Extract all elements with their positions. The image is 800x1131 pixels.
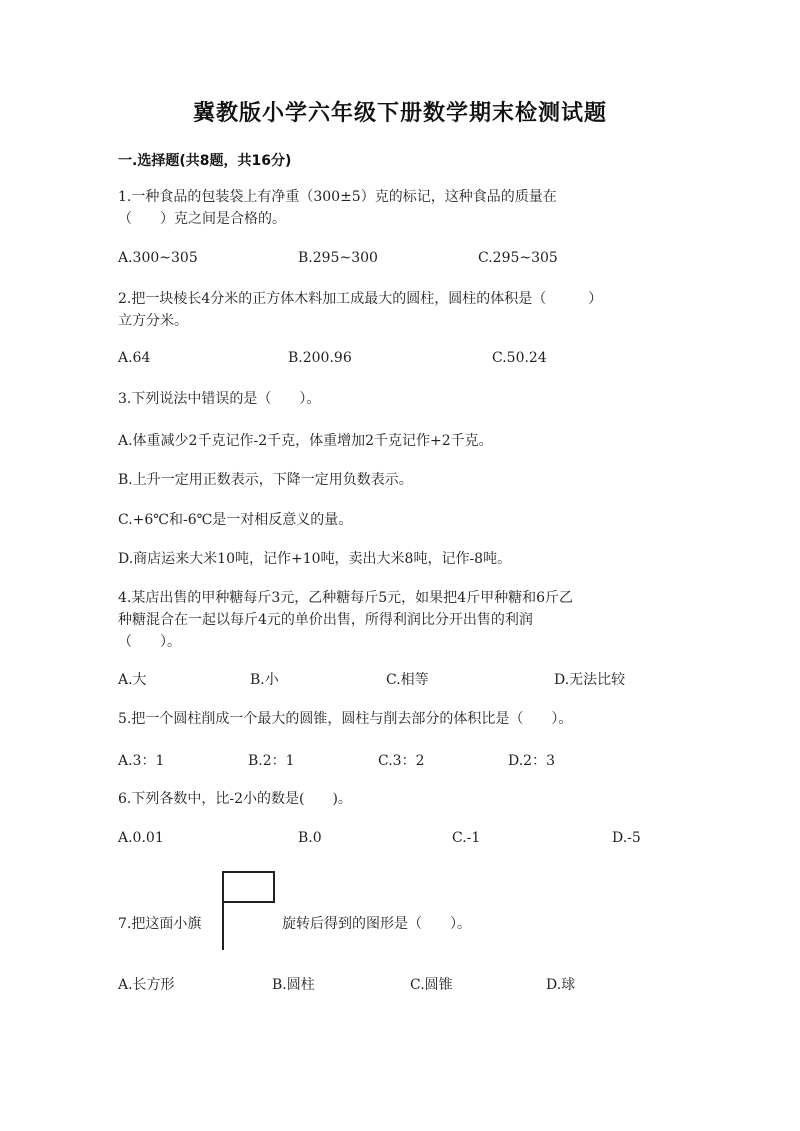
question-6-option-c: C.-1: [452, 830, 481, 846]
question-1-option-c: C.295~305: [478, 250, 558, 266]
question-4-line-2: 种糖混合在一起以每斤4元的单价出售，所得利润比分开出售的利润: [118, 612, 533, 628]
flag-icon: [222, 871, 275, 903]
question-4-option-c: C.相等: [386, 672, 429, 688]
question-6-option-a: A.0.01: [118, 830, 164, 846]
question-5-option-d: D.2：3: [508, 753, 555, 769]
question-5-option-a: A.3：1: [118, 753, 165, 769]
question-2-line-2: 立方分米。: [118, 313, 188, 329]
section-heading: 一.选择题(共8题，共16分): [118, 153, 292, 169]
question-6-option-d: D.-5: [612, 830, 641, 846]
question-7-option-d: D.球: [546, 977, 576, 993]
page-title: 冀教版小学六年级下册数学期末检测试题: [192, 101, 607, 126]
question-7-line-1a: 7.把这面小旗: [118, 916, 202, 932]
flag-pole: [222, 872, 224, 950]
question-7-option-a: A.长方形: [118, 977, 175, 993]
question-3-line-1: 3.下列说法中错误的是（ ）。: [118, 391, 321, 407]
question-3-option-a: A.体重减少2千克记作-2千克，体重增加2千克记作+2千克。: [118, 433, 493, 449]
question-2-option-a: A.64: [118, 350, 151, 366]
question-2-option-c: C.50.24: [492, 350, 547, 366]
question-5-option-c: C.3：2: [378, 753, 425, 769]
question-1-line-1: 1.一种食品的包装袋上有净重（300±5）克的标记，这种食品的质量在: [118, 189, 557, 205]
question-3-option-d: D.商店运来大米10吨，记作+10吨，卖出大米8吨，记作-8吨。: [118, 551, 512, 567]
question-4-option-b: B.小: [250, 672, 279, 688]
question-2-option-b: B.200.96: [288, 350, 352, 366]
question-4-option-a: A.大: [118, 672, 147, 688]
question-7-line-1b: 旋转后得到的图形是（ ）。: [282, 916, 471, 932]
question-7-option-b: B.圆柱: [272, 977, 315, 993]
question-4-option-d: D.无法比较: [554, 672, 626, 688]
question-6-line-1: 6.下列各数中，比-2小的数是( )。: [118, 791, 352, 807]
question-1-line-2: （ ）克之间是合格的。: [118, 211, 286, 227]
question-7-option-c: C.圆锥: [410, 977, 453, 993]
question-5-line-1: 5.把一个圆柱削成一个最大的圆锥，圆柱与削去部分的体积比是（ ）。: [118, 711, 573, 727]
question-6-option-b: B.0: [298, 830, 322, 846]
question-3-option-c: C.+6℃和-6℃是一对相反意义的量。: [118, 512, 353, 528]
question-5-option-b: B.2：1: [248, 753, 295, 769]
question-4-line-3: （ ）。: [118, 634, 181, 650]
question-1-option-a: A.300~305: [118, 250, 198, 266]
question-4-line-1: 4.某店出售的甲种糖每斤3元，乙种糖每斤5元，如果把4斤甲种糖和6斤乙: [118, 590, 573, 606]
question-3-option-b: B.上升一定用正数表示，下降一定用负数表示。: [118, 472, 413, 488]
question-2-line-1: 2.把一块棱长4分米的正方体木料加工成最大的圆柱，圆柱的体积是（ ）: [118, 291, 603, 307]
question-1-option-b: B.295~300: [298, 250, 378, 266]
